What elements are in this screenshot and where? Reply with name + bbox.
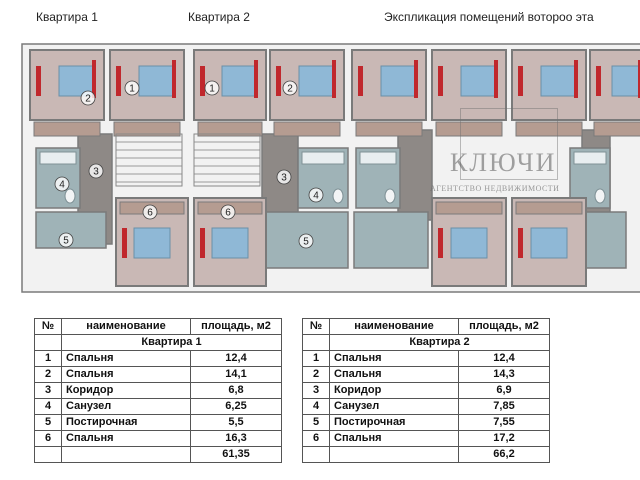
- explication-title: Экспликация помещений вотороо эта: [384, 10, 594, 24]
- room-number: 3: [93, 166, 99, 178]
- wardrobe-icon: [34, 122, 100, 136]
- bed-icon: [222, 66, 256, 96]
- room-area: 16,3: [191, 431, 282, 447]
- row-number: 1: [35, 351, 62, 367]
- table-row: [303, 383, 550, 399]
- bed-icon: [381, 66, 415, 96]
- window-curtain-icon: [574, 60, 578, 98]
- row-number: 3: [303, 383, 330, 399]
- nightstand-icon: [518, 66, 523, 96]
- nightstand-icon: [438, 66, 443, 96]
- room-area: 14,3: [459, 367, 550, 383]
- nightstand-icon: [200, 66, 205, 96]
- wardrobe-icon: [436, 122, 502, 136]
- row-number: 4: [35, 399, 62, 415]
- bed-icon: [531, 228, 567, 258]
- table-1-rows: [35, 351, 282, 447]
- table-row: [303, 399, 550, 415]
- laundry-room: [354, 212, 428, 268]
- nightstand-icon: [36, 66, 41, 96]
- watermark-logo: КЛЮЧИ: [450, 148, 557, 177]
- bathtub-icon: [302, 152, 344, 164]
- col-no-header: №: [35, 319, 62, 335]
- room-number: 3: [281, 172, 287, 184]
- room-area: 6,9: [459, 383, 550, 399]
- apartment-2-label: Квартира 2: [188, 10, 250, 24]
- toilet-icon: [333, 189, 343, 203]
- bed-icon: [451, 228, 487, 258]
- col-area-header: площадь, м2: [459, 319, 550, 335]
- row-number: 5: [35, 415, 62, 431]
- room-name: Спальня: [62, 351, 191, 367]
- toilet-icon: [595, 189, 605, 203]
- group-spacer: [35, 335, 62, 351]
- window-curtain-icon: [414, 60, 418, 98]
- nightstand-icon: [518, 228, 523, 258]
- room-number: 2: [85, 93, 91, 105]
- nightstand-icon: [358, 66, 363, 96]
- room-number: 1: [129, 83, 135, 95]
- window-curtain-icon: [332, 60, 336, 98]
- total-spacer: [35, 447, 62, 463]
- wardrobe-icon: [274, 122, 340, 136]
- nightstand-icon: [122, 228, 127, 258]
- nightstand-icon: [438, 228, 443, 258]
- room-area: 6,8: [191, 383, 282, 399]
- bed-icon: [541, 66, 575, 96]
- bed-icon: [299, 66, 333, 96]
- nightstand-icon: [596, 66, 601, 96]
- room-number: 4: [313, 190, 319, 202]
- table-row: [303, 351, 550, 367]
- room-name: Постирочная: [62, 415, 191, 431]
- row-number: 2: [303, 367, 330, 383]
- window-curtain-icon: [254, 60, 258, 98]
- room-name: Постирочная: [330, 415, 459, 431]
- total-area: 66,2: [459, 447, 550, 463]
- total-label-cell: [62, 447, 191, 463]
- explication-table-1: [34, 318, 282, 463]
- room-name: Коридор: [330, 383, 459, 399]
- nightstand-icon: [200, 228, 205, 258]
- wardrobe-icon: [356, 122, 422, 136]
- nightstand-icon: [116, 66, 121, 96]
- bed-icon: [139, 66, 173, 96]
- table-2-rows: [303, 351, 550, 447]
- bathtub-icon: [40, 152, 76, 164]
- group-title: Квартира 2: [330, 335, 550, 351]
- laundry-room: [586, 212, 626, 268]
- watermark-subtitle: АГЕНТСТВО НЕДВИЖИМОСТИ: [430, 184, 560, 193]
- room-area: 7,55: [459, 415, 550, 431]
- bathtub-icon: [574, 152, 606, 164]
- bed-icon: [612, 66, 640, 96]
- row-number: 6: [35, 431, 62, 447]
- row-number: 5: [303, 415, 330, 431]
- room-area: 7,85: [459, 399, 550, 415]
- row-number: 3: [35, 383, 62, 399]
- room-number: 2: [287, 83, 293, 95]
- table-row: [303, 367, 550, 383]
- floor-plan: [0, 30, 640, 300]
- room-name: Спальня: [330, 367, 459, 383]
- room-number: 5: [63, 235, 69, 247]
- room-area: 6,25: [191, 399, 282, 415]
- col-no-header: №: [303, 319, 330, 335]
- window-curtain-icon: [172, 60, 176, 98]
- group-spacer: [303, 335, 330, 351]
- corridor: [398, 130, 432, 220]
- toilet-icon: [65, 189, 75, 203]
- room-name: Санузел: [62, 399, 191, 415]
- table-row: [35, 415, 282, 431]
- room-area: 12,4: [191, 351, 282, 367]
- room-number: 5: [303, 236, 309, 248]
- table-row: [35, 367, 282, 383]
- table-row: [35, 431, 282, 447]
- table-row: [35, 399, 282, 415]
- room-area: 14,1: [191, 367, 282, 383]
- bed-icon: [134, 228, 170, 258]
- room-area: 5,5: [191, 415, 282, 431]
- toilet-icon: [385, 189, 395, 203]
- group-title: Квартира 1: [62, 335, 282, 351]
- bed-icon: [212, 228, 248, 258]
- room-area: 17,2: [459, 431, 550, 447]
- table-row: [303, 415, 550, 431]
- room-number: 4: [59, 179, 65, 191]
- room-name: Спальня: [330, 351, 459, 367]
- room-name: Спальня: [62, 367, 191, 383]
- explication-table-2: [302, 318, 550, 463]
- room-number: 1: [209, 83, 215, 95]
- room-name: Коридор: [62, 383, 191, 399]
- room-area: 12,4: [459, 351, 550, 367]
- col-name-header: наименование: [330, 319, 459, 335]
- room-number: 6: [147, 207, 153, 219]
- bed-icon: [461, 66, 495, 96]
- room-number: 6: [225, 207, 231, 219]
- apartment-1-label: Квартира 1: [36, 10, 98, 24]
- table-row: [35, 383, 282, 399]
- col-name-header: наименование: [62, 319, 191, 335]
- window-curtain-icon: [494, 60, 498, 98]
- total-area: 61,35: [191, 447, 282, 463]
- wardrobe-icon: [594, 122, 640, 136]
- row-number: 4: [303, 399, 330, 415]
- total-label-cell: [330, 447, 459, 463]
- wardrobe-icon: [516, 202, 582, 214]
- bathtub-icon: [360, 152, 396, 164]
- room-name: Санузел: [330, 399, 459, 415]
- col-area-header: площадь, м2: [191, 319, 282, 335]
- wardrobe-icon: [516, 122, 582, 136]
- row-number: 6: [303, 431, 330, 447]
- wardrobe-icon: [436, 202, 502, 214]
- row-number: 2: [35, 367, 62, 383]
- table-row: [303, 431, 550, 447]
- room-name: Спальня: [62, 431, 191, 447]
- nightstand-icon: [276, 66, 281, 96]
- table-row: [35, 351, 282, 367]
- total-spacer: [303, 447, 330, 463]
- row-number: 1: [303, 351, 330, 367]
- room-name: Спальня: [330, 431, 459, 447]
